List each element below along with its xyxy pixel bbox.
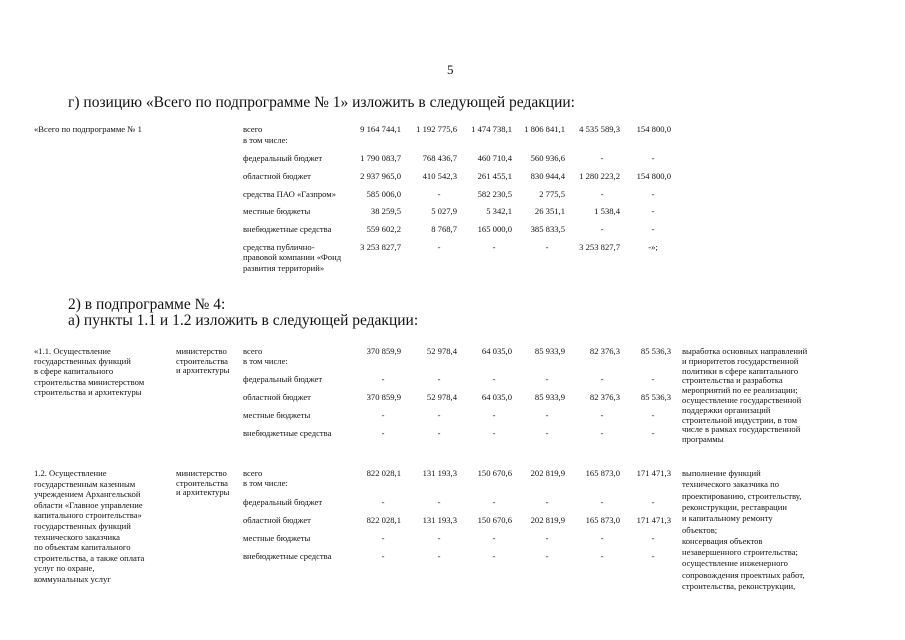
cell-value: 2 937 965,0 [360,171,401,181]
cell-value: 5 342,1 [486,206,512,216]
cell-value: 38 259,5 [370,206,401,216]
row-name-line: области «Главное управление [34,499,143,510]
cell-value: - [492,551,496,561]
cell-value: 560 936,6 [530,153,565,163]
cell-value: 165 873,0 [585,468,620,478]
cell-value: - [651,533,655,543]
cell-value: - [651,224,655,234]
cell-value: - [437,374,441,384]
result-line: строительства и разработка [682,375,783,386]
cell-value: 8 768,7 [431,224,457,234]
cell-value: 85 536,3 [640,346,671,356]
row-label: местные бюджеты [243,410,311,420]
cell-value: - [381,533,385,543]
cell-value: - [437,242,441,252]
cell-value: 768 436,7 [422,153,457,163]
cell-value: 9 164 744,1 [360,124,401,134]
cell-value: - [600,153,604,163]
cell-value: - [437,533,441,543]
cell-value: 26 351,1 [534,206,565,216]
cell-value: 585 006,0 [366,189,401,199]
row-name-line: строительства, а также оплата [34,552,145,563]
cell-value: 52 978,4 [426,346,457,356]
cell-value: 165 873,0 [585,515,620,525]
cell-value: 1 538,4 [594,206,620,216]
cell-value: 1 790 083,7 [360,153,401,163]
cell-value: - [492,410,496,420]
cell-value: 131 193,3 [422,468,457,478]
cell-value: - [651,206,655,216]
cell-value: - [651,410,655,420]
result-line: технического заказчика по [682,479,780,490]
row-name-line: государственных функций [34,356,131,367]
heading-subprogram-4: 2) в подпрограмме № 4: [68,296,226,313]
result-line: строительства, реконструкции, [682,581,796,591]
result-line: незавершенного строительства; [682,547,798,558]
cell-value: - [600,224,604,234]
cell-value: 82 376,3 [589,392,620,402]
cell-value: - [492,533,496,543]
cell-value: - [381,428,385,438]
cell-value: 202 819,9 [530,515,565,525]
row-label: всего [243,346,263,356]
cell-value: - [437,551,441,561]
cell-value: 85 933,9 [534,346,565,356]
result-line: и капитальному ремонту [682,513,773,524]
cell-value: - [437,497,441,507]
cell-value: - [545,497,549,507]
page-number: 5 [447,62,454,77]
result-line: политики в сфере капитального [682,365,799,376]
cell-value: - [492,374,496,384]
row-name: «Всего по подпрограмме № 1 [34,124,142,134]
cell-value: - [600,374,604,384]
cell-value: 52 978,4 [426,392,457,402]
cell-value: 582 230,5 [477,189,512,199]
executor-line: строительства [176,355,228,366]
result-line: выработка основных направлений [682,346,808,356]
row-name-line: государственных функций [34,521,131,531]
cell-value: 171 471,3 [636,468,671,478]
cell-value: - [600,410,604,420]
result-line: объектов; [682,524,718,535]
cell-value: - [651,551,655,561]
cell-value: 131 193,3 [422,515,457,525]
cell-value: - [545,242,549,252]
row-label: местные бюджеты [243,206,311,216]
cell-value: - [651,497,655,507]
cell-value: 370 859,9 [366,392,401,402]
executor-line: министерство [176,346,227,356]
cell-value: - [651,428,655,438]
cell-value: - [600,551,604,561]
row-name-line: «1.1. Осуществление [34,346,111,356]
cell-value: 460 710,4 [477,153,512,163]
cell-value: 2 775,5 [539,189,565,199]
row-label: правовой компании «Фонд [243,252,342,262]
heading-items: а) пункты 1.1 и 1.2 изложить в следующей редакции: [68,312,419,329]
cell-value: 385 833,5 [530,224,565,234]
cell-value: 154 800,0 [636,171,671,181]
cell-value: 154 800,0 [636,124,671,134]
row-label: средства публично- [243,242,315,252]
result-line: осуществление инженерного [682,558,788,569]
row-label: местные бюджеты [243,533,311,543]
cell-value: 3 253 827,7 [360,242,401,252]
row-name-line: государственным казенным [34,478,136,489]
cell-value: 4 535 589,3 [579,124,620,134]
row-name-line: в сфере капитального [34,366,114,377]
cell-value: - [600,189,604,199]
cell-value: - [651,189,655,199]
result-line: числе в рамках государственной [682,424,801,435]
cell-value: - [600,533,604,543]
cell-value: - [651,374,655,384]
executor-line: министерство [176,468,227,478]
executor-line: и архитектуры [176,487,230,497]
result-line: осуществление государственной [682,395,802,405]
cell-value: - [381,410,385,420]
row-label: областной бюджет [243,392,311,402]
cell-value: 1 280 223,2 [579,171,620,181]
cell-value: 171 471,3 [636,515,671,525]
row-name-line: 1.2. Осуществление [34,468,107,478]
cell-value: - [600,428,604,438]
cell-value: 150 670,6 [477,468,512,478]
row-label: всего [243,468,263,478]
row-label: в том числе: [243,356,288,366]
cell-value: - [437,189,441,199]
cell-value: 5 027,9 [431,206,457,216]
executor-line: строительства [176,477,228,488]
row-name-line: строительства и архитектуры [34,386,142,397]
row-label: федеральный бюджет [243,497,323,507]
row-label: в том числе: [243,478,288,488]
result-line: мероприятий по ее реализации; [682,385,798,396]
cell-value: 1 806 841,1 [524,124,565,134]
cell-value: 3 253 827,7 [579,242,620,252]
result-line: выполнение функций [682,468,761,478]
row-name-line: строительства министерством [34,376,145,387]
cell-value: 64 035,0 [481,392,512,402]
cell-value: - [381,374,385,384]
row-name-line: коммунальных услуг [34,574,111,584]
result-line: строительной индустрии, в том [682,414,798,425]
cell-value: 1 474 738,1 [471,124,512,134]
result-line: программы [682,434,724,445]
row-label: внебюджетные средства [243,224,332,234]
cell-value: - [545,428,549,438]
cell-value: 822 028,1 [366,468,401,478]
result-line: консервация объектов [682,535,763,546]
cell-value: 64 035,0 [481,346,512,356]
row-name-line: технического заказчика [34,531,120,542]
cell-value: 165 000,0 [477,224,512,234]
row-label: федеральный бюджет [243,374,323,384]
cell-value: - [492,242,496,252]
cell-value: 559 602,2 [366,224,401,234]
cell-value: - [651,153,655,163]
cell-value: - [381,551,385,561]
cell-value: 202 819,9 [530,468,565,478]
row-label: внебюджетные средства [243,428,332,438]
row-label: в том числе: [243,135,288,145]
result-line: проектированию, строительству, [682,490,802,501]
cell-value: 822 028,1 [366,515,401,525]
cell-value: 1 192 775,6 [416,124,457,134]
cell-value: - [492,497,496,507]
row-label: федеральный бюджет [243,153,323,163]
cell-value: 82 376,3 [589,346,620,356]
result-line: реконструкции, реставрации [682,501,787,512]
cell-value: - [437,428,441,438]
cell-value: 261 455,1 [477,171,512,181]
executor-line: и архитектуры [176,365,230,375]
cell-value: 85 536,3 [640,392,671,402]
cell-value: 830 944,4 [530,171,565,181]
result-line: сопровождения проектных работ, [682,569,805,580]
cell-value: 370 859,9 [366,346,401,356]
cell-value: - [545,374,549,384]
cell-value: - [600,497,604,507]
heading-g: г) позицию «Всего по подпрограмме № 1» изложить в следующей редакции: [68,94,575,111]
cell-value: - [492,428,496,438]
row-label: средства ПАО «Газпром» [243,189,337,199]
cell-value: 150 670,6 [477,515,512,525]
cell-value: - [437,410,441,420]
row-label: внебюджетные средства [243,551,332,561]
cell-value: 85 933,9 [534,392,565,402]
result-line: поддержки организаций [682,404,771,415]
cell-value: - [381,497,385,507]
row-name-line: капитального строительства» [34,510,142,521]
row-name-line: учреждением Архангельской [34,489,141,500]
row-label: всего [243,124,263,134]
cell-value: - [545,551,549,561]
row-name-line: услуг по охране, [34,563,95,574]
row-label: развития территорий» [243,263,325,273]
row-label: областной бюджет [243,171,311,181]
cell-value: - [545,410,549,420]
cell-value: - [545,533,549,543]
result-line: и приоритетов государственной [682,355,799,366]
row-name-line: по объектам капитального [34,542,131,553]
row-label: областной бюджет [243,515,311,525]
cell-value: 410 542,3 [422,171,457,181]
cell-value: -»; [648,242,658,252]
